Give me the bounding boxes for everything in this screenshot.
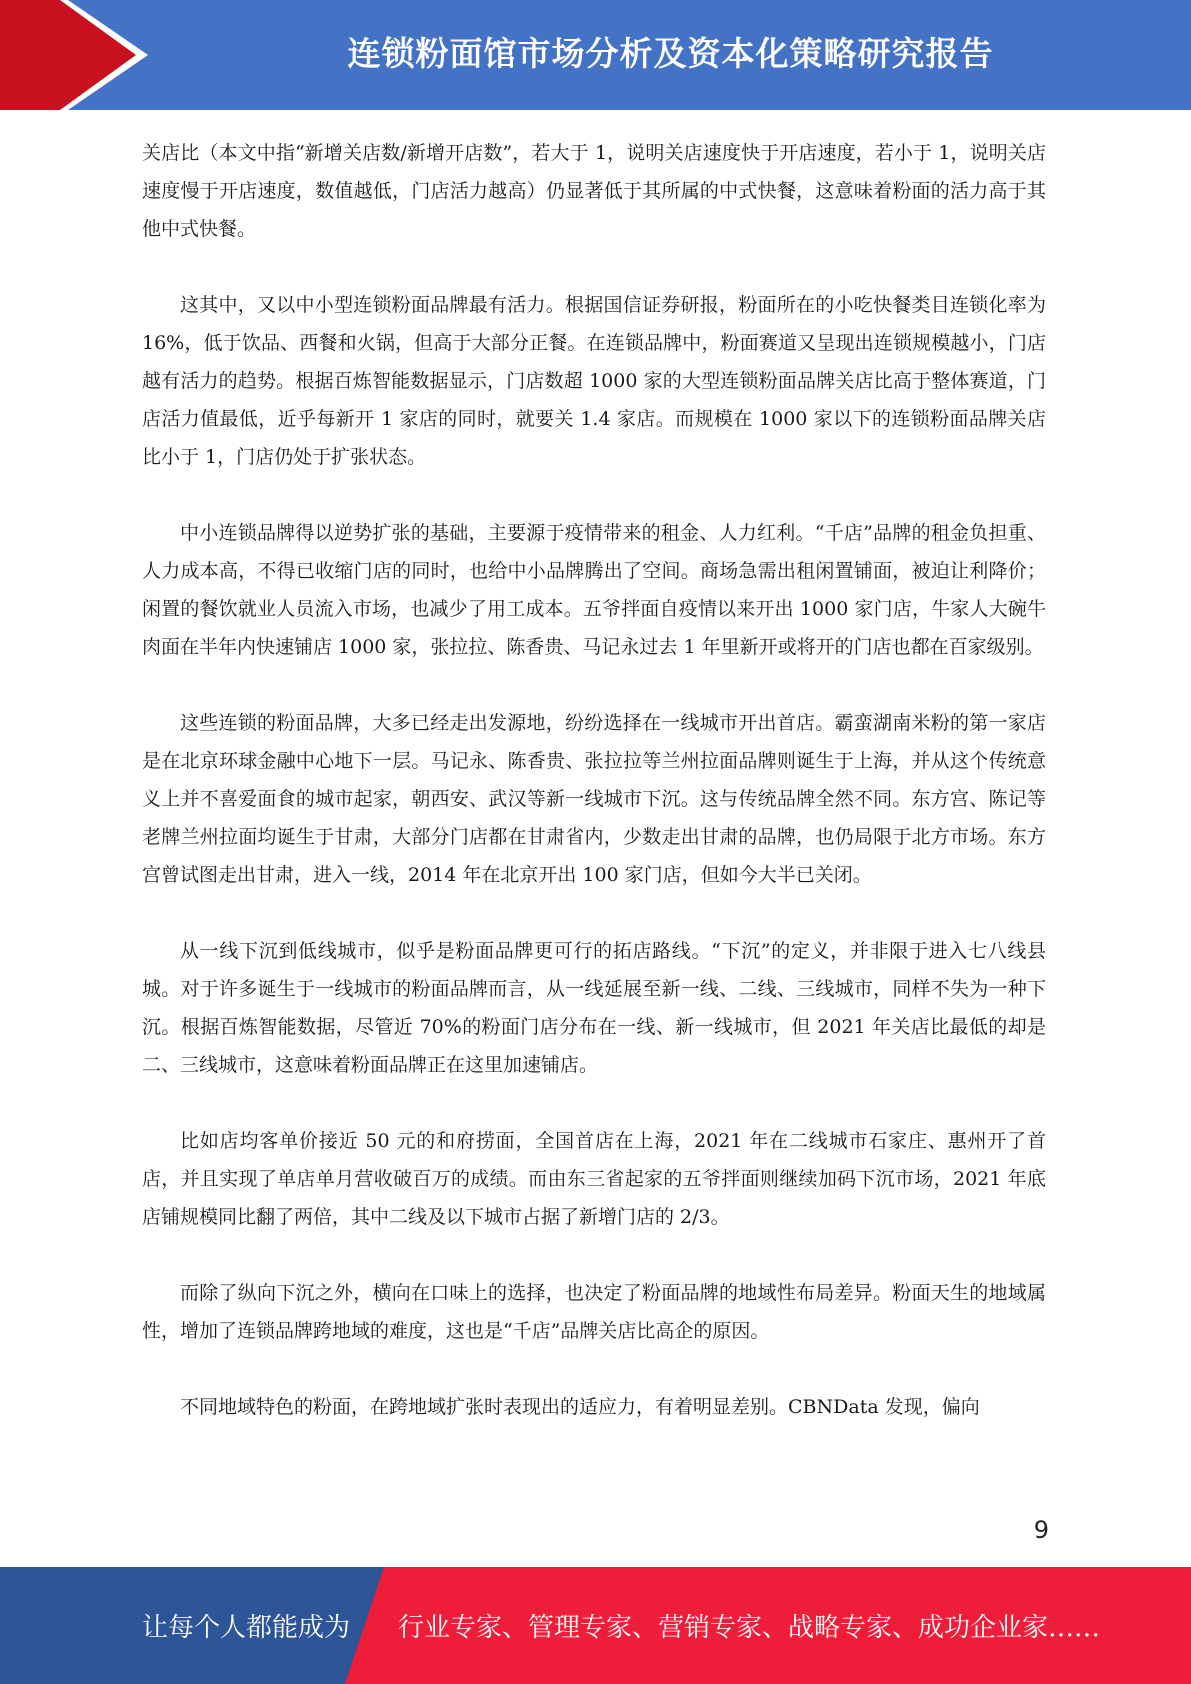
- paragraph: 从一线下沉到低线城市，似乎是粉面品牌更可行的拓店路线。“下沉”的定义，并非限于进入七八线县城。对于许多诞生于一线城市的粉面品牌而言，从一线延展至新一线、二线、三线城市，同样不失为一种下沉。根据百炼智能数据，尽管近 70%的粉面门店分布在一线、新一线城市，但 2021 年关店比最低的却是二、三线城市，这意味着粉面品牌正在这里加速铺店。: [142, 940, 1046, 1076]
- footer-slogan-left: 让每个人都能成为: [142, 1613, 351, 1643]
- header-title: 连锁粉面馆市场分析及资本化策略研究报告: [347, 34, 994, 73]
- article-body: [142, 134, 1046, 1464]
- paragraph: 而除了纵向下沉之外，横向在口味上的选择，也决定了粉面品牌的地域性布局差异。粉面天生的地域属性，增加了连锁品牌跨地域的难度，这也是“千店”品牌关店比高企的原因。: [142, 1282, 1046, 1342]
- paragraph: 不同地域特色的粉面，在跨地域扩张时表现出的适应力，有着明显差别。CBNData 发现，偏向: [180, 1396, 980, 1418]
- page-header: [0, 0, 1191, 110]
- paragraph: 这其中，又以中小型连锁粉面品牌最有活力。根据国信证券研报，粉面所在的小吃快餐类目连锁化率为 16%，低于饮品、西餐和火锅，但高于大部分正餐。在连锁品牌中，粉面赛道又呈现出连锁规模越小，门店越有活力的趋势。根据百炼智能数据显示，门店数超 1000 家的大型连锁粉面品牌关店比高于整体赛道，门店活力值最低，近乎每新开 1 家店的同时，就要关 1.4 家店。而规模在 1000 家以下的连锁粉面品牌关店比小于 1，门店仍处于扩张状态。: [142, 294, 1046, 468]
- paragraph: 比如店均客单价接近 50 元的和府捞面，全国首店在上海，2021 年在二线城市石家庄、惠州开了首店，并且实现了单店单月营收破百万的成绩。而由东三省起家的五爷拌面则继续加码下沉市场，2021 年底店铺规模同比翻了两倍，其中二线及以下城市占据了新增门店的 2/3。: [142, 1130, 1046, 1228]
- footer-slogan-right: 行业专家、管理专家、营销专家、战略专家、成功企业家……: [398, 1613, 1101, 1643]
- paragraph: 中小连锁品牌得以逆势扩张的基础，主要源于疫情带来的租金、人力红利。“千店”品牌的租金负担重、人力成本高，不得已收缩门店的同时，也给中小品牌腾出了空间。商场急需出租闲置铺面，被迫让利降价；闲置的餐饮就业人员流入市场，也减少了用工成本。五爷拌面自疫情以来开出 1000 家门店，牛家人大碗牛肉面在半年内快速铺店 1000 家，张拉拉、陈香贵、马记永过去 1 年里新开或将开的门店也都在百家级别。: [142, 522, 1046, 658]
- page-footer: [0, 1567, 1191, 1684]
- page-number: 9: [1033, 1516, 1049, 1544]
- paragraph: 关店比（本文中指“新增关店数/新增开店数”，若大于 1，说明关店速度快于开店速度，若小于 1，说明关店速度慢于开店速度，数值越低，门店活力越高）仍显著低于其所属的中式快餐，这意味着粉面的活力高于其他中式快餐。: [142, 142, 1046, 240]
- paragraph: 这些连锁的粉面品牌，大多已经走出发源地，纷纷选择在一线城市开出首店。霸蛮湖南米粉的第一家店是在北京环球金融中心地下一层。马记永、陈香贵、张拉拉等兰州拉面品牌则诞生于上海，并从这个传统意义上并不喜爱面食的城市起家，朝西安、武汉等新一线城市下沉。这与传统品牌全然不同。东方宫、陈记等老牌兰州拉面均诞生于甘肃，大部分门店都在甘肃省内，少数走出甘肃的品牌，也仍局限于北方市场。东方宫曾试图走出甘肃，进入一线，2014 年在北京开出 100 家门店，但如今大半已关闭。: [142, 712, 1046, 886]
